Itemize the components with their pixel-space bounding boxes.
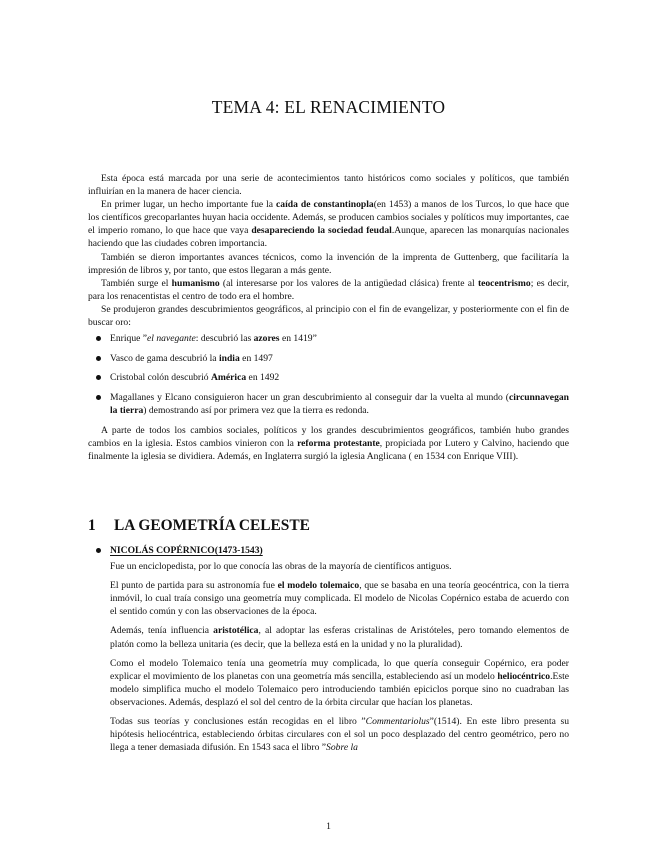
list-item (88, 352, 569, 365)
bold-term: desapareciendo la sociedad feudal (251, 225, 392, 237)
page-number: 1 (326, 821, 331, 832)
text-run: .Aunque, aparecen las monarquías nacionales haciendo que las ciudades cobren importancia. (88, 225, 569, 250)
paragraph (110, 624, 569, 650)
document-title: TEMA 4: EL RENACIMIENTO (211, 97, 446, 117)
text-run: (en 1453) a manos de los Turcos, lo que hace que los científicos grecoparlantes huyan hacia occidente. Además, se producen cambios sociales y políticos muy importantes, cae el imperio romano, lo que hace que vaya (88, 199, 569, 237)
bold-term: circunnavegan la tierra (110, 391, 569, 416)
paragraph (88, 303, 569, 329)
list-item (88, 391, 569, 417)
paragraph (88, 424, 569, 463)
text-run: En primer lugar, un hecho importante fue la (101, 199, 277, 211)
text-run: : descubrió las (195, 333, 254, 345)
section-number: 1 (88, 517, 96, 534)
text-run: ”(1514). En este libro presenta su hipótesis heliocéntrica, estableciendo órbitas circulares con el sol un poco desplazado del centro geométrico, pero no llega a tener demasiada difusión. En 1543 saca el libro ” (110, 716, 569, 754)
text-run: El punto de partida para su astronomía fue (110, 580, 278, 592)
bold-term: heliocéntrico (497, 670, 551, 682)
text-run: , que se basaba en una teoría geocéntrica, con la tierra inmóvil, lo cual traía consigo una geometría muy complicada. El modelo de Nicolas Copérnico estaba de acuerdo con el sentido común y con las observaciones de la época. (110, 580, 569, 618)
paragraph (110, 715, 569, 754)
section-heading (88, 516, 569, 536)
subsection-title: NICOLÁS COPÉRNICO(1473-1543) (110, 545, 263, 556)
paragraph (88, 198, 569, 250)
bold-term: teocentrismo (477, 277, 531, 289)
paragraph (88, 251, 569, 277)
text-run: Todas sus teorías y conclusiones están recogidas en el libro ” (110, 716, 366, 728)
italic-term: el navegante (147, 333, 196, 345)
discoveries-list (88, 332, 569, 417)
bold-term: aristotélica (213, 625, 259, 637)
list-item (88, 371, 569, 384)
text-run: También se dieron importantes avances técnicos, como la invención de la imprenta de Guttenberg, que facilitaría la impresión de libros y, por tanto, que estos llegaran a más gente. (88, 251, 569, 276)
list-item (88, 332, 569, 345)
bold-term: humanismo (171, 277, 220, 289)
paragraph (110, 657, 569, 709)
text-run: , propiciada por Lutero y Calvino, haciendo que finalmente la iglesia se dividiera. Además, en Inglaterra surgió la iglesia Anglicana ( en 1534 con Enrique VIII). (88, 437, 569, 462)
text-run: Fue un enciclopedista, por lo que conocía las obras de la mayoría de científicos antiguos. (110, 561, 452, 573)
section-title: LA GEOMETRÍA CELESTE (114, 517, 310, 534)
text-run: Además, tenía influencia (110, 625, 214, 637)
text-run: Cristobal colón descubrió (110, 372, 211, 384)
text-run: , al adoptar las esferas cristalinas de Aristóteles, pero tomando elementos de platón como la belleza unitaria (es decir, que la belleza está en la unidad y no la pluralidad). (110, 625, 569, 650)
intro-section (88, 172, 569, 463)
text-run: A parte de todos los cambios sociales, políticos y los grandes descubrimientos geográficos, también hubo grandes cambios en la iglesia. Estos cambios vinieron con la (88, 424, 569, 449)
paragraph (88, 277, 569, 303)
text-run: ) demostrando así por primera vez que la tierra es redonda. (143, 405, 369, 416)
text-run: Vasco de gama descubrió la (110, 352, 219, 364)
text-run: Esta época está marcada por una serie de acontecimientos tanto históricos como sociales y políticos, que también influirían en la manera de hacer ciencia. (88, 173, 569, 198)
text-run: ; es decir, para los renacentistas el centro de todo era el hombre. (88, 277, 569, 302)
subsection-heading (88, 544, 569, 557)
text-run: También surge el (101, 277, 172, 289)
text-run: Magallanes y Elcano consiguieron hacer un gran descubrimiento al conseguir dar la vuelta al mundo ( (110, 391, 509, 403)
bold-term: caída de constantinopla (276, 199, 374, 211)
paragraph (110, 579, 569, 618)
paragraph (110, 560, 569, 573)
bold-term: América (210, 372, 247, 384)
paragraph (88, 172, 569, 198)
bold-term: india (218, 352, 240, 364)
text-run: en 1419” (279, 333, 317, 345)
text-run: Como el modelo Tolemaico tenía una geometría muy complicada, lo que quería conseguir Copérnico, era poder explicar el movimiento de los planetas con una geometría más sencilla, estableciendo así un modelo (110, 657, 569, 682)
bold-term: el modelo tolemaico (277, 580, 360, 592)
italic-term: Sobre la (326, 742, 358, 754)
text-run: en 1497 (239, 352, 273, 364)
text-run: .Este modelo simplifica mucho el modelo Tolemaico pero introduciendo también epiciclos porque sino no cuadraban las observaciones. Además, desplazó el sol del centro de la órbita circular que hacían los planetas. (110, 670, 569, 708)
text-run: Se produjeron grandes descubrimientos geográficos, al principio con el fin de evangelizar, y posteriormente con el fin de buscar oro: (88, 303, 569, 329)
subsection-body (88, 560, 569, 754)
text-run: (al interesarse por los valores de la antigüedad clásica) frente al (219, 277, 478, 289)
text-run: Enrique ” (110, 333, 148, 345)
italic-term: Commentariolus (365, 716, 430, 728)
bold-term: azores (253, 333, 280, 345)
subsection (88, 544, 569, 760)
text-run: en 1492 (246, 372, 280, 384)
bold-term: reforma protestante (297, 437, 380, 449)
